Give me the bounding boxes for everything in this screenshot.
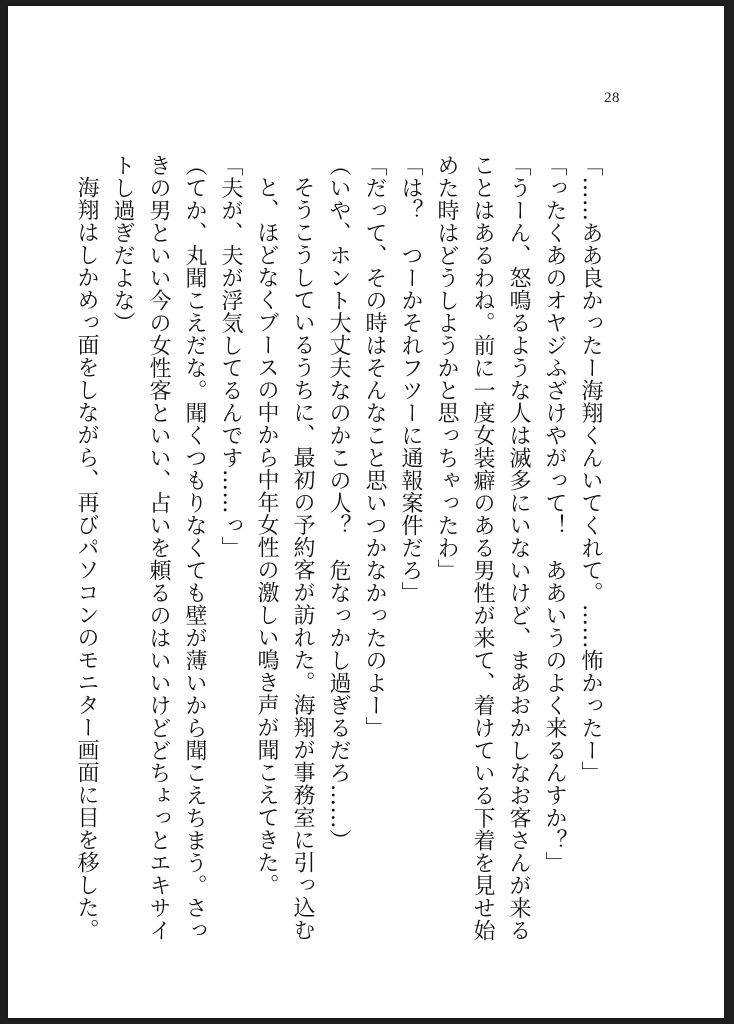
- page: [8, 6, 724, 1018]
- page-number: 28: [604, 90, 620, 106]
- paragraph: 「は？ つーかそれフツーに通報案件だろ」: [398, 154, 423, 604]
- paragraph: 「だって、その時はそんなこと思いつかなかったのよー」: [362, 154, 387, 739]
- paragraph: 海翔はしかめっ面をしながら、再びパソコンのモニター画面に目を移した。: [74, 176, 99, 941]
- paragraph: （てか、丸聞こえだな。聞くつもりなくても壁が薄いから聞こえちまう。さっきの男といい今の女性客といい、占いを頼るのはいいけどどちょっとエキサイトし過ぎだよな）: [110, 154, 207, 942]
- paragraph: 「ったくあのオヤジふざけやがって！ ああいうのよく来るんすか？」: [542, 154, 567, 874]
- body-text: [74, 154, 608, 954]
- paragraph: （いや、ホント大丈夫なのかこの人？ 危なっかし過ぎるだろ……）: [326, 154, 351, 852]
- paragraph: 「夫が、夫が浮気してるんです……っ」: [218, 154, 243, 559]
- paragraph: 「うーん、怒鳴るような人は滅多にいないけど、まあおかしなお客さんが来ることはあるわね。前に一度女装癖のある男性が来て、着けている下着を見せ始めた時はどうしようかと思っちゃったわ」: [434, 154, 531, 942]
- paragraph: そうこうしているうちに、最初の予約客が訪れた。海翔が事務室に引っ込むと、ほどなくブースの中から中年女性の激しい鳴き声が聞こえてきた。: [254, 176, 315, 941]
- paragraph: 「……ああ良かったー海翔くんいてくれて。……怖かったー」: [578, 154, 603, 784]
